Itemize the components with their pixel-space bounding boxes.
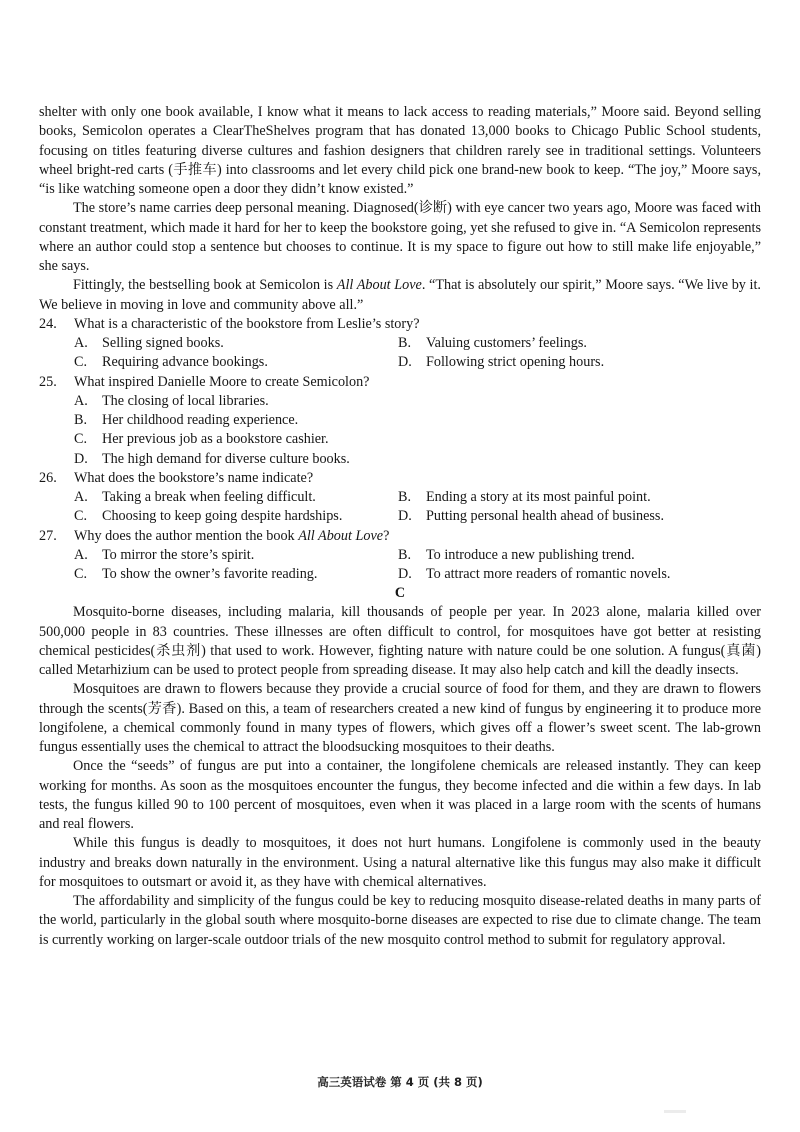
question-24 bbox=[39, 315, 761, 373]
option-text: Valuing customers’ feelings. bbox=[426, 335, 587, 351]
option-text: Taking a break when feeling difficult. bbox=[102, 489, 316, 505]
option-a bbox=[74, 392, 761, 411]
paragraph-text: Fittingly, the bestselling book at Semicolon is bbox=[73, 277, 337, 294]
stem-text: Why does the author mention the book bbox=[74, 527, 299, 544]
question-stem: What does the bookstore’s name indicate? bbox=[74, 469, 314, 486]
passage-b-paragraph-1-continued: shelter with only one book available, I know what it means to lack access to reading materials,” Moore said. Beyond selling books, Semicolon operates a ClearTheShelves program that has donated 13,000 books to Chicago Public School students, focusing on titles featuring diverse cultures and fashion designers that children rarely see in traditional settings. Volunteers wheel bright-red carts (手推车) into classrooms and let every child pick one brand-new book to keep. “The joy,” Moore says, “is like watching someone open a door they didn’t know existed.” bbox=[39, 104, 761, 197]
question-26 bbox=[39, 469, 761, 527]
option-text: Her previous job as a bookstore cashier. bbox=[102, 431, 329, 448]
option-d bbox=[398, 507, 761, 526]
question-stem: What inspired Danielle Moore to create Semicolon? bbox=[74, 373, 370, 390]
question-27 bbox=[39, 527, 761, 585]
option-d bbox=[398, 565, 761, 584]
option-letter: D. bbox=[398, 508, 412, 525]
option-c bbox=[74, 430, 761, 449]
stem-text: ? bbox=[383, 527, 390, 544]
option-text: To mirror the store’s spirit. bbox=[102, 546, 255, 563]
option-text: Following strict opening hours. bbox=[426, 354, 605, 371]
question-number: 27. bbox=[39, 527, 57, 544]
passage-b-paragraph-3 bbox=[39, 276, 761, 315]
option-text: The high demand for diverse culture books. bbox=[102, 450, 350, 467]
option-d bbox=[74, 450, 761, 469]
option-letter: C. bbox=[74, 431, 88, 448]
option-letter: C. bbox=[74, 566, 88, 582]
option-letter: A. bbox=[74, 546, 88, 563]
option-letter: A. bbox=[74, 392, 88, 409]
option-text: Choosing to keep going despite hardships. bbox=[102, 508, 343, 525]
option-c bbox=[74, 353, 398, 372]
option-text: Ending a story at its most painful point. bbox=[426, 489, 651, 505]
option-text: The closing of local libraries. bbox=[102, 392, 269, 409]
option-letter: A. bbox=[74, 335, 88, 351]
option-letter: B. bbox=[398, 335, 412, 351]
question-number: 25. bbox=[39, 373, 57, 390]
question-25 bbox=[39, 373, 761, 469]
option-a bbox=[74, 488, 398, 507]
passage-c-paragraph-5: The affordability and simplicity of the fungus could be key to reducing mosquito disease-related deaths in many parts of the world, particularly in the global south where mosquito-borne diseases are expected to rise due to climate change. The team is currently working on larger-scale outdoor trials of the new mosquito control method to submit for regulatory approval. bbox=[39, 893, 761, 948]
option-letter: D. bbox=[398, 566, 412, 582]
exam-page bbox=[39, 103, 761, 950]
option-letter: B. bbox=[398, 489, 412, 505]
paragraph-text: . “That is absolutely our spirit,” Moore says. “We live by it. We believe in moving in love and community above all.” bbox=[39, 277, 761, 313]
passage-b-paragraph-2: The store’s name carries deep personal meaning. Diagnosed(诊断) with eye cancer two years ago, Moore was faced with constant treatment, which made it hard for her to keep the bookstore going, yet she refused to give in. “A Semicolon represents where an author could stop a sentence but chooses to continue. It is my space to figure out how to still make life enjoyable,” she says. bbox=[39, 200, 761, 274]
option-letter: D. bbox=[398, 354, 412, 371]
option-letter: C. bbox=[74, 354, 88, 371]
option-letter: A. bbox=[74, 489, 88, 505]
option-c bbox=[74, 507, 398, 526]
option-a bbox=[74, 334, 398, 353]
option-letter: B. bbox=[398, 546, 412, 563]
section-c-heading: C bbox=[394, 585, 406, 602]
option-b bbox=[398, 546, 761, 565]
question-stem bbox=[74, 527, 389, 546]
option-c bbox=[74, 565, 398, 584]
option-a bbox=[74, 546, 398, 565]
option-letter: D. bbox=[74, 450, 88, 467]
option-letter: B. bbox=[74, 412, 88, 428]
option-text: To show the owner’s favorite reading. bbox=[102, 566, 318, 582]
option-b bbox=[398, 488, 761, 507]
option-d bbox=[398, 353, 761, 372]
option-b bbox=[74, 411, 761, 430]
option-letter: C. bbox=[74, 508, 88, 525]
option-text: Requiring advance bookings. bbox=[102, 354, 268, 371]
passage-c-paragraph-2: Mosquitoes are drawn to flowers because they provide a crucial source of food for them, and they are drawn to flowers through the scents(芳香). Based on this, a team of researchers created a new kind of fungus by engineering it to produce more longifolene, a chemical commonly found in many types of flowers, which gives off a flower’s sweet scent. The lab-grown fungus essentially uses the chemical to attract the bloodsucking mosquitoes to their deaths. bbox=[39, 681, 761, 755]
book-title: All About Love bbox=[298, 527, 384, 544]
passage-c-paragraph-4: While this fungus is deadly to mosquitoes, it does not hurt humans. Longifolene is commonly used in the beauty industry and breaks down naturally in the environment. Using a natural alternative like this fungus may also make it difficult for mosquitoes to outsmart or avoid it, as they have with chemical alternatives. bbox=[39, 835, 761, 890]
option-text: Selling signed books. bbox=[102, 335, 224, 351]
question-number: 26. bbox=[39, 469, 57, 486]
passage-c-paragraph-3: Once the “seeds” of fungus are put into a container, the longifolene chemicals are released instantly. They can keep working for months. As soon as the mosquitoes encounter the fungus, they become infected and die within a few days. In lab tests, the fungus killed 90 to 100 percent of mosquitoes, even when it was placed in a large room with the scents of humans and real flowers. bbox=[39, 758, 761, 832]
scan-smudge bbox=[664, 1110, 686, 1113]
passage-c-paragraph-1: Mosquito-borne diseases, including malaria, kill thousands of people per year. In 2023 alone, malaria killed over 500,000 people in 83 countries. These illnesses are often difficult to control, for mosquitoes have got better at resisting chemical pesticides(杀虫剂) that used to work. However, fighting nature with nature could be one solution. A fungus(真菌) called Metarhizium can be used to protect people from spreading disease. It may also help catch and kill the deadly insects. bbox=[39, 604, 761, 678]
book-title: All About Love bbox=[336, 277, 422, 294]
question-number: 24. bbox=[39, 315, 57, 332]
question-stem: What is a characteristic of the bookstore from Leslie’s story? bbox=[74, 315, 420, 332]
option-text: Putting personal health ahead of business. bbox=[426, 508, 664, 525]
page-footer: 高三英语试卷 第 4 页 (共 8 页) bbox=[317, 1075, 483, 1089]
option-text: To attract more readers of romantic novels. bbox=[426, 566, 671, 582]
option-text: To introduce a new publishing trend. bbox=[426, 546, 635, 563]
option-text: Her childhood reading experience. bbox=[102, 412, 299, 428]
option-b bbox=[398, 334, 761, 353]
